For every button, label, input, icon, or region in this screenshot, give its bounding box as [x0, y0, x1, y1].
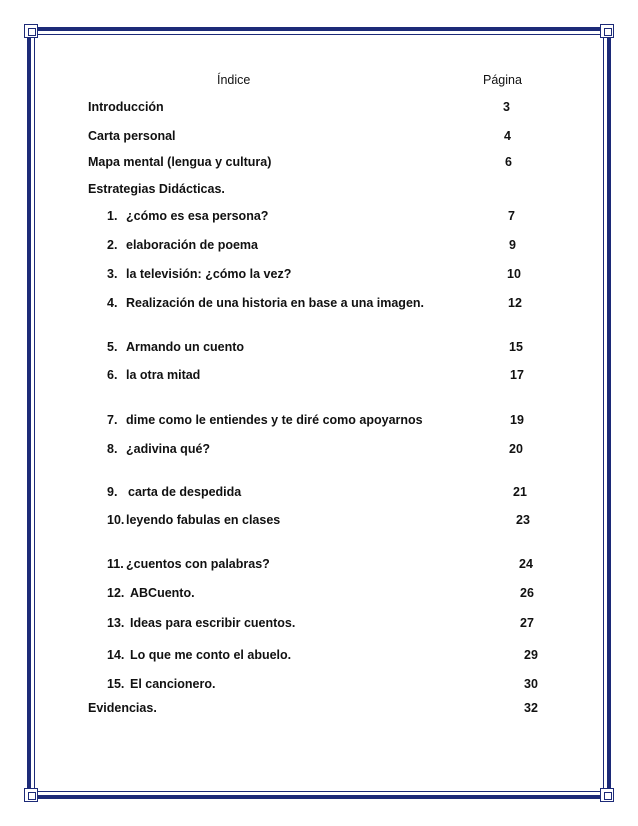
toc-entry-page: 32 [524, 701, 538, 715]
toc-entry-label: carta de despedida [128, 485, 242, 499]
toc-entry-page: 17 [510, 368, 524, 382]
corner-ornament [600, 24, 614, 38]
toc-entry-page: 4 [504, 129, 511, 143]
toc-entry-label: elaboración de poema [126, 238, 258, 252]
toc-entry-page: 20 [509, 442, 523, 456]
toc-entry-page: 29 [524, 648, 538, 662]
toc-item-number: 6. [107, 368, 118, 382]
toc-entry-page: 12 [508, 296, 522, 310]
toc-entry-label: leyendo fabulas en clases [126, 513, 281, 527]
toc-item-number: 4. [107, 296, 118, 310]
toc-entry-label: Carta personal [88, 129, 176, 143]
toc-entry-page: 30 [524, 677, 538, 691]
toc-entry-label: Evidencias. [88, 701, 157, 715]
toc-item-number: 12. [107, 586, 125, 600]
toc-entry-page: 3 [503, 100, 510, 114]
toc-item-number: 15. [107, 677, 125, 691]
toc-entry-label: Mapa mental (lengua y cultura) [88, 155, 272, 169]
toc-entry-label: Armando un cuento [126, 340, 245, 354]
toc-entry-label: ¿cómo es esa persona? [126, 209, 269, 223]
toc-entry-label: la otra mitad [126, 368, 201, 382]
toc-entry-label: Realización de una historia en base a una imagen. [126, 296, 425, 310]
toc-entry-page: 26 [520, 586, 534, 600]
toc-item-number: 9. [107, 485, 118, 499]
toc-item-number: 10. [107, 513, 125, 527]
toc-entry-page: 6 [505, 155, 512, 169]
corner-ornament [600, 788, 614, 802]
toc-entry-page: 21 [513, 485, 527, 499]
toc-entry-label: Lo que me conto el abuelo. [130, 648, 292, 662]
index-title: Índice [217, 73, 251, 87]
toc-entry-label: ABCuento. [130, 586, 195, 600]
toc-entry-label: El cancionero. [130, 677, 216, 691]
toc-item-number: 3. [107, 267, 118, 281]
toc-entry-page: 27 [520, 616, 534, 630]
toc-entry-label: Ideas para escribir cuentos. [130, 616, 296, 630]
toc-entry-page: 19 [510, 413, 524, 427]
toc-item-number: 7. [107, 413, 118, 427]
toc-entry-label: ¿cuentos con palabras? [126, 557, 270, 571]
toc-entry-page: 10 [507, 267, 521, 281]
toc-entry-label: la televisión: ¿cómo la vez? [126, 267, 292, 281]
page-column-header: Página [483, 73, 522, 87]
toc-item-number: 11. [107, 557, 124, 571]
toc-entry-page: 24 [519, 557, 533, 571]
toc-item-number: 14. [107, 648, 125, 662]
toc-item-number: 5. [107, 340, 118, 354]
corner-ornament [24, 24, 38, 38]
toc-item-number: 1. [107, 209, 118, 223]
toc-entry-page: 15 [509, 340, 523, 354]
toc-entry-page: 23 [516, 513, 530, 527]
toc-section-heading: Estrategias Didácticas. [88, 182, 225, 196]
corner-ornament [24, 788, 38, 802]
toc-entry-label: dime como le entiendes y te diré como apoyarnos [126, 413, 423, 427]
toc-entry-label: ¿adivina qué? [126, 442, 211, 456]
toc-entry-label: Introducción [88, 100, 164, 114]
toc-item-number: 8. [107, 442, 118, 456]
toc-entry-page: 7 [508, 209, 515, 223]
toc-entry-page: 9 [509, 238, 516, 252]
toc-item-number: 2. [107, 238, 118, 252]
toc-item-number: 13. [107, 616, 125, 630]
